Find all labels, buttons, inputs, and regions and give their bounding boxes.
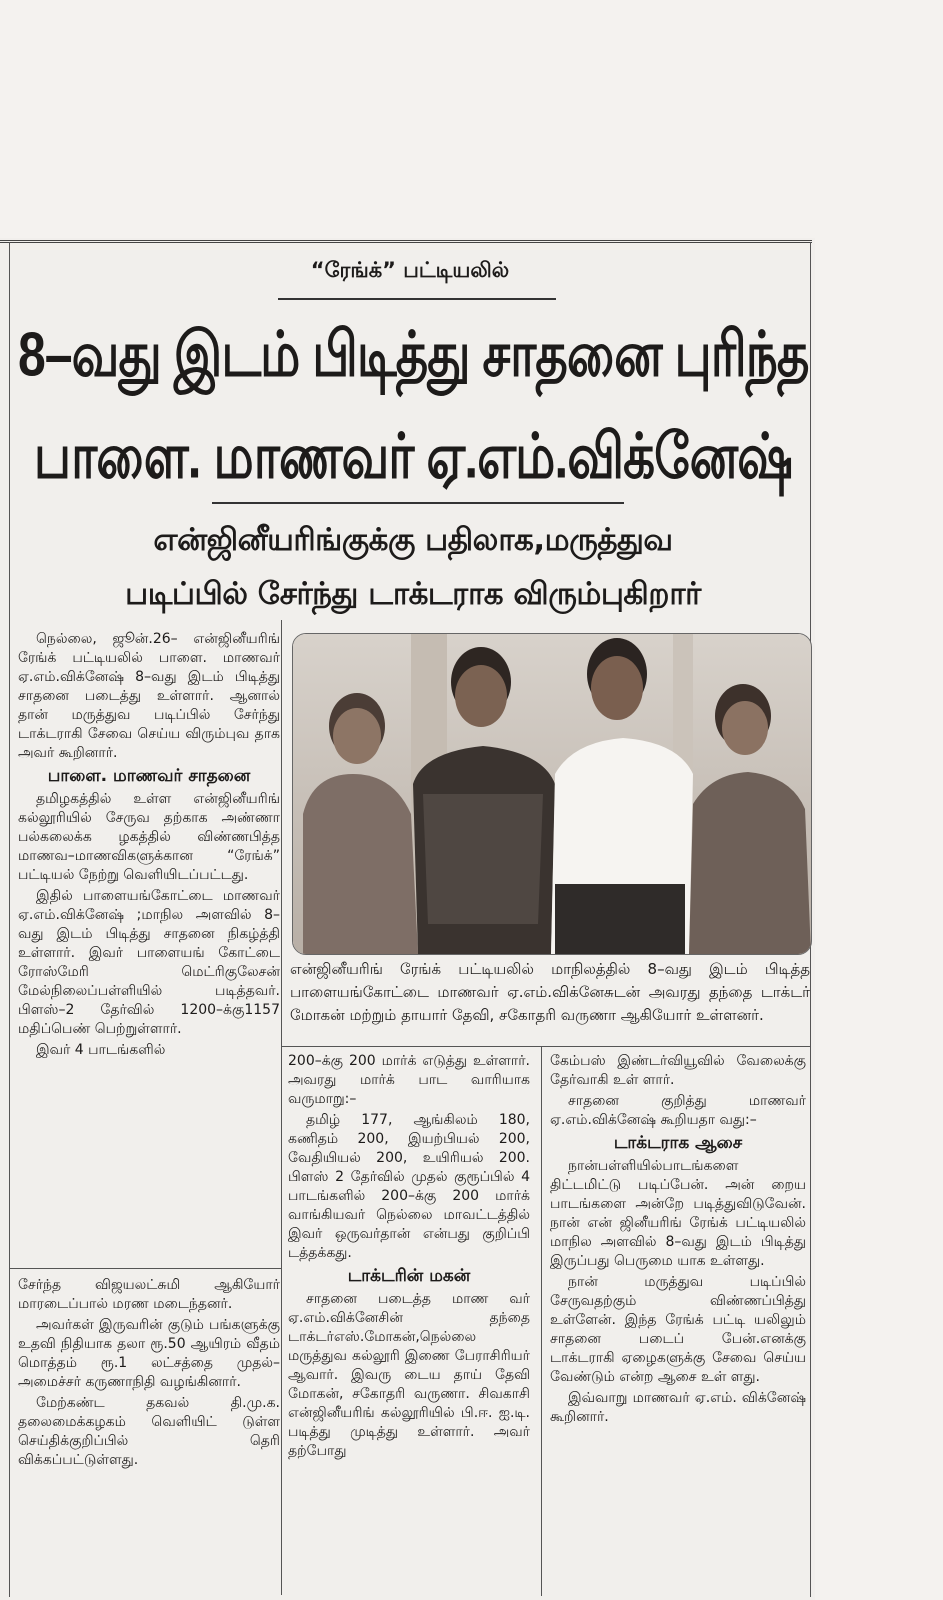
left-subheading: பாளை. மாணவர் சாதனை xyxy=(47,766,251,786)
photo-caption-divider xyxy=(281,1046,811,1047)
middle-paragraph-2: தமிழ் 177, ஆங்கிலம் 180, கணிதம் 200, இயற்பியல் 200, வேதியியல் 200, உயிரியல் 200. பிளஸ் 2 தேர்வில் முதல் குரூப்பில் 4 பாடங்களில் 200–க்கு 200 மார்க் வாங்கியவர் நெல்லை மாவட்டத்தில் இவர் ஒருவர்தான் என்பது குறிப்பி டத்தக்கது. xyxy=(288,1112,530,1261)
left-paragraph-3: இவர் 4 பாடங்களில் xyxy=(36,1042,166,1058)
middle-column xyxy=(288,1052,530,1597)
intro-paragraph: நெல்லை, ஜூன்.26– என்ஜினீயரிங் ரேங்க் பட்டியலில் பாளை. மாணவர் ஏ.எம்.விக்னேஷ் 8–வது இடம் பிடித்து சாதனை படைத்து உள்ளார். ஆனால் தான் மருத்துவ படிப்பில் சேர்ந்து டாக்டராகி சேவை செய்ய விரும்புவ தாக அவர் கூறினார். xyxy=(18,631,280,761)
headline-underline xyxy=(212,502,624,504)
previous-article-paragraph-3: மேற்கண்ட தகவல் தி.மு.க. தலைமைக்கழகம் வெளியிட் டுள்ள செய்திக்குறிப்பில் தெரி விக்கப்பட்டுள்ளது. xyxy=(18,1395,280,1468)
right-column xyxy=(550,1052,806,1597)
family-photo xyxy=(292,633,812,955)
middle-paragraph-3: சாதனை படைத்த மாண வர் ஏ.எம்.விக்னேசின் தந்தை டாக்டர்எஸ்.மோகன்,நெல்லை மருத்துவ கல்லூரி இணை பேராசிரியர் ஆவார். இவரு டைய தாய் தேவி மோகன், சகோதரி வருணா. சிவகாசி என்ஜினீயரிங் கல்லூரியில் பி.ஈ. ஐ.டி. படித்து முடித்து உள்ளார். அவர் தற்போது xyxy=(288,1291,530,1459)
photo-caption: என்ஜினீயரிங் ரேங்க் பட்டியலில் மாநிலத்தில் 8–வது இடம் பிடித்த பாளையங்கோட்டை மாணவர் ஏ.எம்.விக்னேசுடன் அவரது தந்தை டாக்டர் மோகன் மற்றும் தாயார் தேவி, சகோதரி வருணா ஆகியோர் உள்ளனர். xyxy=(290,960,810,1024)
kicker: “ரேங்க்” பட்டியலில் xyxy=(310,258,510,282)
left-column xyxy=(18,630,280,1265)
column-rule-1 xyxy=(281,620,282,1595)
right-paragraph-1: கேம்பஸ் இண்டர்வியூவில் வேலைக்கு தேர்வாகி உள் ளார். xyxy=(550,1053,806,1088)
left-paragraph-2: இதில் பாளையங்கோட்டை மாணவர் ஏ.எம்.விக்னேஷ் ;மாநில அளவில் 8–வது இடம் பிடித்து சாதனை நிகழ்த்தி உள்ளார். இவர் பாளையங் கோட்டை ரோஸ்மேரி மெட்ரிகுலேசன் மேல்நிலைப்பள்ளியில் படித்தவர். பிளஸ்–2 தேர்வில் 1200–க்கு1157 மதிப்பெண் பெற்றுள்ளார். xyxy=(18,888,280,1037)
previous-article-paragraph-2: அவர்கள் இருவரின் குடும் பங்களுக்கு உதவி நிதியாக தலா ரூ.50 ஆயிரம் வீதம் மொத்தம் ரூ.1 லட்சத்தை முதல்–அமைச்சர் கருணாநிதி வழங்கினார். xyxy=(18,1317,280,1390)
right-paragraph-3: நான்பள்ளியில்பாடங்களை திட்டமிட்டு படிப்பேன். அன் றைய பாடங்களை அன்றே படித்துவிடுவேன். நான் என் ஜினீயரிங் ரேங்க் பட்டியலில் மாநில அளவில் 8–வது இடம் பிடித்து இருப்பது பெருமை யாக உள்ளது. xyxy=(550,1158,806,1269)
top-rule xyxy=(0,240,812,243)
left-border-rule xyxy=(9,242,10,1597)
middle-subheading: டாக்டரின் மகன் xyxy=(347,1266,471,1286)
column-rule-2 xyxy=(541,1046,542,1596)
right-paragraph-5: இவ்வாறு மாணவர் ஏ.எம். விக்னேஷ் கூறினார். xyxy=(550,1390,806,1425)
kicker-underline xyxy=(278,298,556,300)
subheadline-line-1: என்ஜினீயரிங்குக்கு பதிலாக,மருத்துவ xyxy=(153,522,673,558)
article-divider xyxy=(9,1268,281,1269)
middle-paragraph-1: 200–க்கு 200 மார்க் எடுத்து உள்ளார். அவரது மார்க் பாட வாரியாக வருமாறு:– xyxy=(288,1053,530,1107)
subheadline-line-2: படிப்பில் சேர்ந்து டாக்டராக விரும்புகிறார் xyxy=(125,576,701,612)
previous-article-paragraph-1: சேர்ந்த விஜயலட்சுமி ஆகியோர் மாரடைப்பால் மரண மடைந்தனர். xyxy=(18,1277,280,1312)
headline-line-1: 8–வது இடம் பிடித்து சாதனை புரிந்த xyxy=(18,319,809,390)
right-paragraph-2: சாதனை குறித்து மாணவர் ஏ.எம்.விக்னேஷ் கூறியதா வது:– xyxy=(550,1093,806,1128)
headline-line-2: பாளை. மாணவர் ஏ.எம்.விக்னேஷ் xyxy=(33,421,793,492)
right-subheading: டாக்டராக ஆசை xyxy=(613,1133,743,1153)
right-paragraph-4: நான் மருத்துவ படிப்பில் சேருவதற்கும் விண்ணப்பித்து உள்ளேன். இந்த ரேங்க் பட்டி யலிலும் சாதனை படைப் பேன்.எனக்கு டாக்டராகி ஏழைகளுக்கு சேவை செய்ய வேண்டும் என்ற ஆசை உள் ளது. xyxy=(550,1274,806,1385)
left-paragraph-1: தமிழகத்தில் உள்ள என்ஜினீயரிங் கல்லூரியில் சேருவ தற்காக அண்ணா பல்கலைக்க ழகத்தில் விண்ணபித்த மாணவ–மாணவிகளுக்கான “ரேங்க்” பட்டியல் நேற்று வெளியிடப்பட்டது. xyxy=(18,791,280,883)
previous-article-column xyxy=(18,1276,280,1596)
